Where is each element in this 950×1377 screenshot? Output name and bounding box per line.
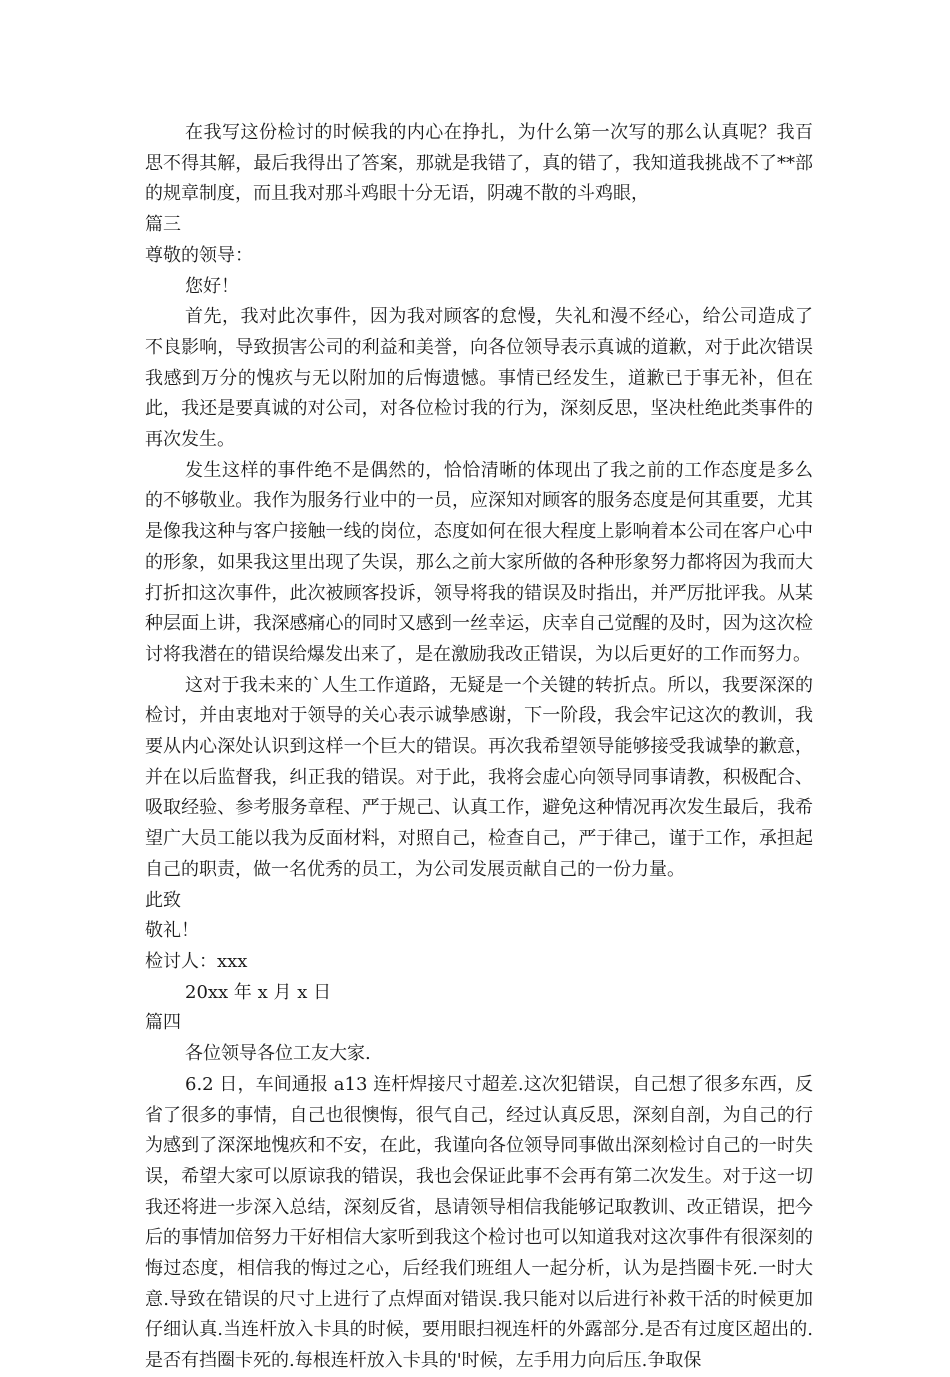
greeting-3: 您好！ bbox=[185, 275, 239, 297]
paragraph-intro: 在我写这份检讨的时候我的内心在挣扎，为什么第一次写的那么认真呢？我百思不得其解，最后我得出了答案，那就是我错了，真的错了，我知道我挑战不了**部的规章制度，而且我对那斗鸡眼十分无语，阴魂不散的斗鸡眼， bbox=[145, 122, 813, 205]
paragraph-apology: 首先，我对此次事件，因为我对顾客的怠慢，失礼和漫不经心，给公司造成了不良影响，导致损害公司的利益和美誉，向各位领导表示真诚的道歉，对于此次错误我感到万分的愧疚与无以附加的后悔遗憾。事情已经发生，道歉已于事无补，但在此，我还是要真诚的对公司，对各位检讨我的行为，深刻反思，坚决杜绝此类事件的再次发生。 bbox=[145, 306, 813, 451]
salutation-4: 各位领导各位工友大家. bbox=[185, 1043, 371, 1065]
signer-line: 检讨人：xxx bbox=[145, 950, 248, 972]
salutation-3: 尊敬的领导： bbox=[145, 244, 253, 266]
section-heading-3: 篇三 bbox=[145, 214, 181, 236]
closing-line-1: 此致 bbox=[145, 889, 181, 911]
date-line: 20xx 年 x 月 x 日 bbox=[185, 981, 332, 1003]
closing-line-2: 敬礼！ bbox=[145, 920, 199, 942]
paragraph-reflection: 发生这样的事件绝不是偶然的，恰恰清晰的体现出了我之前的工作态度是多么的不够敬业。我作为服务行业中的一员，应深知对顾客的服务态度是何其重要，尤其是像我这种与客户接触一线的岗位，态度如何在很大程度上影响着本公司在客户心中的形象，如果我这里出现了失误，那么之前大家所做的各种形象努力都将因为我而大打折扣这次事件，此次被顾客投诉，领导将我的错误及时指出，并严厉批评我。从某种层面上讲，我深感痛心的同时又感到一丝幸运，庆幸自己觉醒的及时，因为这次检讨将我潜在的错误给爆发出来了，是在激励我改正错误，为以后更好的工作而努力。 bbox=[145, 459, 813, 665]
document-body bbox=[145, 118, 813, 1377]
section-heading-4: 篇四 bbox=[145, 1012, 181, 1034]
paragraph-incident: 6.2 日，车间通报 a13 连杆焊接尺寸超差.这次犯错误，自己想了很多东西，反省了很多的事情，自己也很懊悔，很气自己，经过认真反思，深刻自剖，为自己的行为感到了深深地愧疚和不安，在此，我谨向各位领导同事做出深刻检讨自己的一时失误，希望大家可以原谅我的错误，我也会保证此事不会再有第二次发生。对于这一切我还将进一步深入总结，深刻反省，恳请领导相信我能够记取教训、改正错误，把今后的事情加倍努力干好相信大家听到我这个检讨也可以知道我对这次事件有很深刻的悔过态度，相信我的悔过之心，后经我们班组人一起分析，认为是挡圈卡死.一时大意.导致在错误的尺寸上进行了点焊面对错误.我只能对以后进行补救干活的时候更加仔细认真.当连杆放入卡具的时候，要用眼扫视连杆的外露部分.是否有过度区超出的.是否有挡圈卡死的.每根连杆放入卡具的'时候，左手用力向后压.争取保 bbox=[145, 1073, 813, 1372]
paragraph-commitment: 这对于我未来的`人生工作道路，无疑是一个关键的转折点。所以，我要深深的检讨，并由衷地对于领导的关心表示诚挚感谢，下一阶段，我会牢记这次的教训，我要从内心深处认识到这样一个巨大的错误。再次我希望领导能够接受我诚挚的歉意，并在以后监督我，纠正我的错误。对于此，我将会虚心向领导同事请教，积极配合、吸取经验、参考服务章程、严于规己、认真工作，避免这种情况再次发生最后，我希望广大员工能以我为反面材料，对照自己，检查自己，严于律己，谨于工作，承担起自己的职责，做一名优秀的员工，为公司发展贡献自己的一份力量。 bbox=[145, 674, 813, 880]
